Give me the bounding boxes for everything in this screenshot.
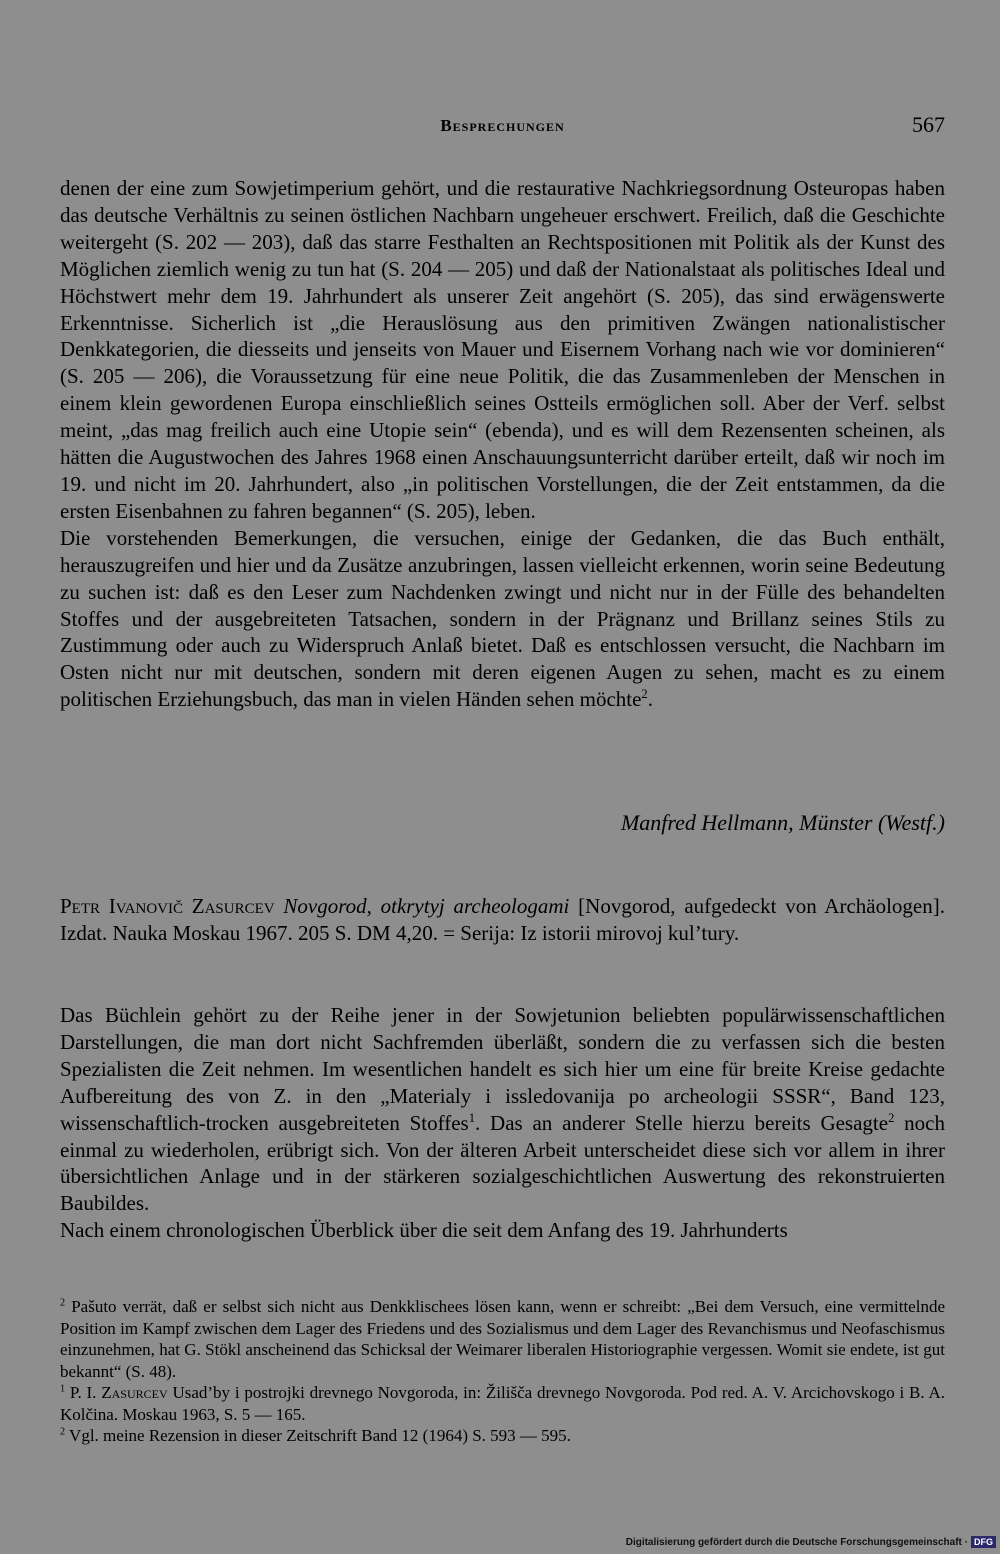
header-title: Besprechungen: [440, 116, 565, 135]
paragraph: Nach einem chronologischen Überblick über die seit dem Anfang des 19. Jahrhunderts: [60, 1218, 788, 1243]
reviewer-signature: Manfred Hellmann, Münster (Westf.): [620, 810, 945, 835]
page-number: 567: [912, 112, 945, 137]
footnote: $^2$ Pašuto verrät, daß er selbst sich nicht aus Denkklischees lösen kann, wenn er schreibt: „Bei dem Versuch, eine vermittelnde Position im Kampf zwischen dem Lager des Friedens und des Sozialismus und dem Lager des Revanchismus und Neofaschismus einzunehmen, hat G. Stökl anscheinend das Schicksal der Weimarer liberalen Historiographie vergessen. Womit sie endete, ist gut bekannt“ (S. 48).: [60, 1297, 945, 1381]
paragraph: Das Büchlein gehört zu der Reihe jener in der Sowjetunion beliebten populärwissenschaftlichen Darstellungen, die man dort nicht Sachfremden überläßt, sondern die zu verfassen sich die besten Spezialisten die Zeit nehmen. Im wesentlichen handelt es sich hier um eine für breite Kreise gedachte Aufbereitung des von Z. in den „Materialy i issledovanija po archeologii SSSR“, Band 123, wissenschaftlich-trocken ausgebreiteten Stoffes$^1$. Das an anderer Stelle hierzu bereits Gesagte$^2$ noch einmal zu wiederholen, erübrigt sich. Von der älteren Arbeit unterscheidet diese sich vor allem in ihrer übersichtlichen Anlage und in der stärkeren sozialgeschichtlichen Auswertung des rekonstruierten Baubildes.: [60, 1003, 945, 1216]
book-title: Novgorod, otkrytyj archeologami: [283, 894, 570, 918]
digitization-credit: [626, 1536, 996, 1548]
footnotes: [60, 1296, 945, 1447]
book-details: [Novgorod, aufgedeckt von Archäologen]. Izdat. Nauka Moskau 1967. 205 S. DM 4,20. = Serija: Iz istorii mirovoj kul’tury.: [60, 894, 946, 945]
footnote: $^1$ P. I. Zasurcev Usad’by i postrojki drevnego Novgoroda, in: Žilišča drevnego Novgoroda. Pod red. A. V. Arcichovskogo i B. A. Kolčina. Moskau 1963, S. 5 — 165.: [60, 1383, 946, 1424]
footnote-marker: 1: [468, 1110, 476, 1125]
dfg-logo: DFG: [971, 1536, 996, 1548]
review-text: [60, 1002, 945, 1244]
book-author: Petr Ivanovič Zasurcev: [60, 894, 275, 918]
running-header: [60, 112, 945, 146]
footnote-marker: 2: [888, 1110, 895, 1125]
footnote: $^2$ Vgl. meine Rezension in dieser Zeitschrift Band 12 (1964) S. 593 — 595.: [60, 1426, 571, 1445]
credit-text: Digitalisierung gefördert durch die Deutsche Forschungsgemeinschaft ·: [625, 1536, 968, 1548]
book-reference: [60, 893, 945, 947]
paragraph: denen der eine zum Sowjetimperium gehört, und die restaurative Nachkriegsordnung Osteuropas haben das deutsche Verhältnis zu seinen östlichen Nachbarn ungeheuer erschwert. Freilich, daß die Geschichte weitergeht (S. 202 — 203), daß das starre Festhalten an Rechtspositionen mit Politik als der Kunst des Möglichen ziemlich wenig zu tun hat (S. 204 — 205) und daß der Nationalstaat als politisches Ideal und Höchstwert mehr dem 19. Jahrhundert als unserer Zeit angehört (S. 205), das sind erwägenswerte Erkenntnisse. Sicherlich ist „die Herauslösung aus den primitiven Zwängen nationalistischer Denkkategorien, die diesseits und jenseits von Mauer und Eisernem Vorhang nach wie vor dominieren“ (S. 205 — 206), die Voraussetzung für eine neue Politik, die das Zusammenleben der Menschen in einem klein gewordenen Europa einschließlich seines Ostteils ermöglichen soll. Aber der Verf. selbst meint, „das mag freilich auch eine Utopie sein“ (ebenda), und es will dem Rezensenten scheinen, als hätten die Augustwochen des Jahres 1968 einen Anschauungsunterricht darüber erteilt, daß wir noch im 19. und nicht im 20. Jahrhundert, also „in politischen Vorstellungen, die der Zeit entstammen, da die ersten Eisenbahnen zu fahren begannen“ (S. 205), leben.: [60, 176, 945, 523]
review-text-continued: [60, 175, 945, 713]
footnote-marker: 2: [641, 687, 648, 702]
paragraph: Die vorstehenden Bemerkungen, die versuchen, einige der Gedanken, die das Buch enthält, herauszugreifen und hier und da Zusätze anzubringen, lassen vielleicht erkennen, worin seine Bedeutung zu suchen ist: daß es den Leser zum Nachdenken zwingt und nicht nur in der Fülle des behandelten Stoffes und der ausgebreiteten Tatsachen, sondern in der Prägnanz und Brillanz seines Stils zu Zustimmung oder auch zu Widerspruch Anlaß bietet. Daß es entschlossen versucht, die Nachbarn im Osten nicht nur mit deutschen, sondern mit deren eigenen Augen zu sehen, macht es zu einem politischen Erziehungsbuch, das man in vielen Händen sehen möchte$^2$.: [60, 525, 945, 712]
